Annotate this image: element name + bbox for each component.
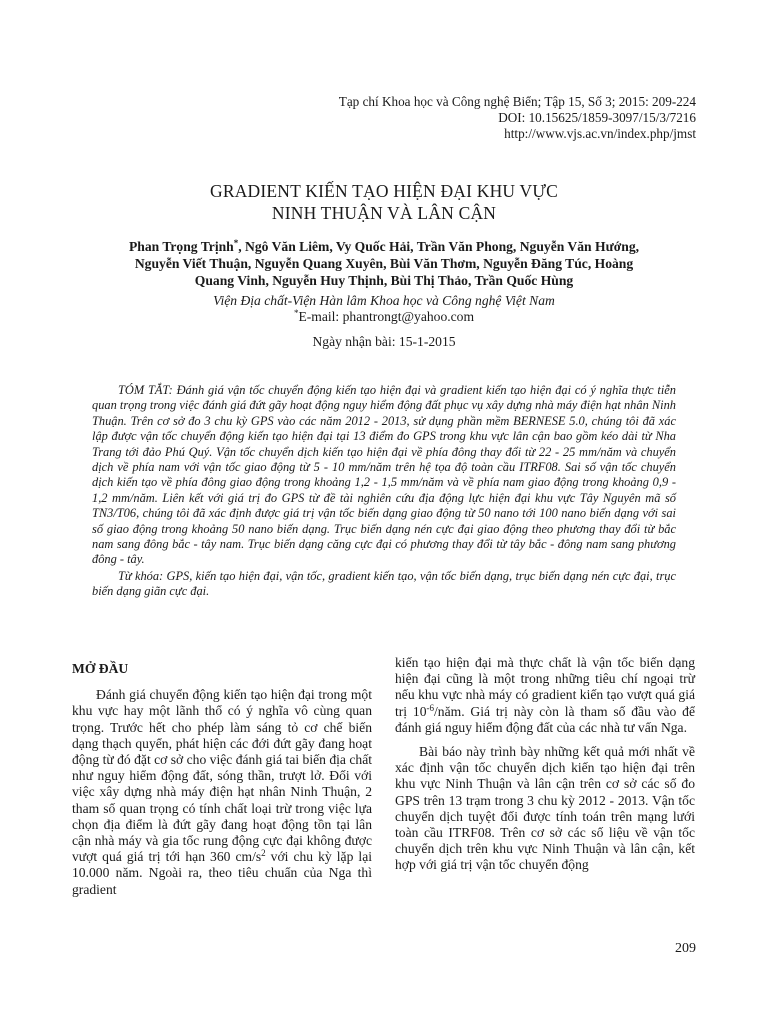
institute: Viện Địa chất-Viện Hàn lâm Khoa học và Công nghệ Việt Nam xyxy=(213,293,555,308)
email[interactable]: E-mail: phantrongt@yahoo.com xyxy=(298,309,475,324)
journal-header xyxy=(196,94,696,142)
intro-p1-cont-text-end: /năm. Giá trị này còn là tham số đầu vào để đánh giá nguy hiểm động đất của các nhà tư vấn Nga. xyxy=(395,703,695,735)
abstract-paragraph xyxy=(92,383,676,568)
affiliation xyxy=(72,293,696,325)
body-column-right xyxy=(395,655,695,874)
intro-p1-cont-text: kiến tạo hiện đại mà thực chất là vận tốc biến dạng hiện đại cũng là một trong những tiêu chí ngoại trừ nếu khu vực nhà máy có gradient kiến tạo vượt quá giá trị 10 xyxy=(395,655,695,719)
email-mark: * xyxy=(293,308,299,318)
paper-title xyxy=(72,180,696,224)
intro-paragraph-2: Bài báo này trình bày những kết quả mới nhất về xác định vận tốc chuyển dịch kiến tạo hiện đại trên khu vực Ninh Thuận và lân cận trên cơ sở các số đo GPS trên 13 trạm trong 3 chu kỳ 2012 - 2013. Vận tốc chuyển dịch tuyệt đối được tính toán trên mạng lưới toàn cầu ITRF08. Trên cơ sở các số liệu về vận tốc chuyển dịch trên khu vực Ninh Thuận và lân cận, kết hợp với giá trị vận tốc chuyển động xyxy=(395,744,695,873)
authors-line-1-rest: , Ngô Văn Liêm, Vy Quốc Hải, Trần Văn Phong, Nguyễn Văn Hướng, xyxy=(238,239,640,254)
title-line-1: GRADIENT KIẾN TẠO HIỆN ĐẠI KHU VỰC xyxy=(210,181,558,201)
keywords: GPS, kiến tạo hiện đại, vận tốc, gradient kiến tạo, vận tốc biến dạng, trục biến dạng nén cực đại, trục biến dạng giãn cực đại. xyxy=(92,568,676,599)
keywords-paragraph xyxy=(92,569,676,600)
abstract-body: Đánh giá vận tốc chuyển động kiến tạo hiện đại và gradient kiến tạo hiện đại có ý nghĩa thực tiễn quan trọng trong việc đánh giá đứt gãy hoạt động nguy hiểm động đất phục vụ xây dựng nhà máy điện hạt nhân Ninh Thuận. Trên cơ sở đo 3 chu kỳ GPS vào các năm 2012 - 2013, sử dụng phần mềm BERNESE 5.0, chúng tôi đã xác lập được vận tốc chuyển động kiến tạo hiện đại tại 13 điểm đo GPS trong khu vực lân cận bao gồm kéo dài từ Nha Trang tới đảo Phú Quý. Vận tốc chuyển dịch kiến tạo hiện đại về phía đông thay đổi từ 22 - 25 mm/năm và chuyển dịch về phía nam với vận tốc giao động từ 5 - 10 mm/năm trên hệ tọa độ toàn cầu ITRF08. Sai số vận tốc chuyển dịch kiến tạo về phía đông giao động trong khoảng 1,2 - 1,5 mm/năm và về phía nam giao động trong khoảng 0,9 - 1,2 mm/năm. Liên kết với giá trị đo GPS từ đề tài nghiên cứu địa động lực hiện đại khu vực Tây Nguyên mã số TN3/T06, chúng tôi đã xác định được giá trị vận tốc biến dạng giao động từ 50 nano tới 100 nano biến dạng với sai số giao động trong khoảng 50 nano biến dạng. Trục biến dạng nén cực đại giao động theo phương thay đổi từ bắc nam sang đông bắc - tây nam. Trục biến dạng căng cực đại có phương thay đổi từ tây bắc - đông nam sang phương đông - tây. xyxy=(92,383,677,567)
corresponding-mark: * xyxy=(233,238,239,248)
title-line-2: NINH THUẬN VÀ LÂN CẬN xyxy=(271,203,497,223)
journal-citation: Tạp chí Khoa học và Công nghệ Biển; Tập 15, Số 3; 2015: 209-224 xyxy=(338,94,696,109)
authors-line-1 xyxy=(72,238,696,255)
body-column-left xyxy=(72,655,372,898)
intro-p1-text: Đánh giá chuyển động kiến tạo hiện đại trong một khu vực hay một lãnh thổ có ý nghĩa vô cùng quan trọng. Trước hết cho phép làm sáng tỏ cơ chế biến dạng thạch quyển, phát hiện các đới đứt gãy đang hoạt động từ đó đặt cơ sở cho việc đánh giá tai biến địa chất như nguy hiểm động đất, sóng thần, trượt lở. Đối với việc xây dựng nhà máy điện hạt nhân Ninh Thuận, 2 tham số quan trọng có tính chất loại trừ trong việc lựa chọn địa điểm là đứt gãy đang hoạt động tồn tại lân cận nhà máy và gia tốc rung động cực đại không được vượt quá giá trị tới hạn 360 cm/s xyxy=(72,687,372,865)
abstract-label: TÓM TẮT: xyxy=(118,383,173,397)
intro-paragraph-1 xyxy=(72,687,372,898)
authors-line-3: Quang Vinh, Nguyễn Huy Thịnh, Bùi Thị Thảo, Trần Quốc Hùng xyxy=(194,273,574,288)
journal-url[interactable]: http://www.vjs.ac.vn/index.php/jmst xyxy=(504,126,696,141)
doi: DOI: 10.15625/1859-3097/15/3/7216 xyxy=(498,110,696,125)
section-heading-intro: MỞ ĐẦU xyxy=(72,661,129,676)
email-line xyxy=(72,309,696,325)
authors-line-2: Nguyễn Viết Thuận, Nguyễn Quang Xuyên, Bùi Văn Thơm, Nguyễn Đăng Túc, Hoàng xyxy=(134,256,634,271)
intro-p1-cont-sup: -6 xyxy=(426,702,435,713)
abstract xyxy=(92,383,676,600)
received-date: Ngày nhận bài: 15-1-2015 xyxy=(312,334,456,349)
page-number: 209 xyxy=(675,941,696,956)
intro-p1-text-end: với chu kỳ lặp lại 10.000 năm. Ngoài ra, theo tiêu chuẩn của Nga thì gradient xyxy=(72,849,373,897)
keywords-label: Từ khóa: xyxy=(118,568,164,583)
intro-paragraph-1-continued xyxy=(395,655,695,736)
corresponding-author: Phan Trọng Trịnh xyxy=(128,239,234,254)
author-list xyxy=(72,238,696,289)
intro-p1-sup: 2 xyxy=(261,848,266,859)
